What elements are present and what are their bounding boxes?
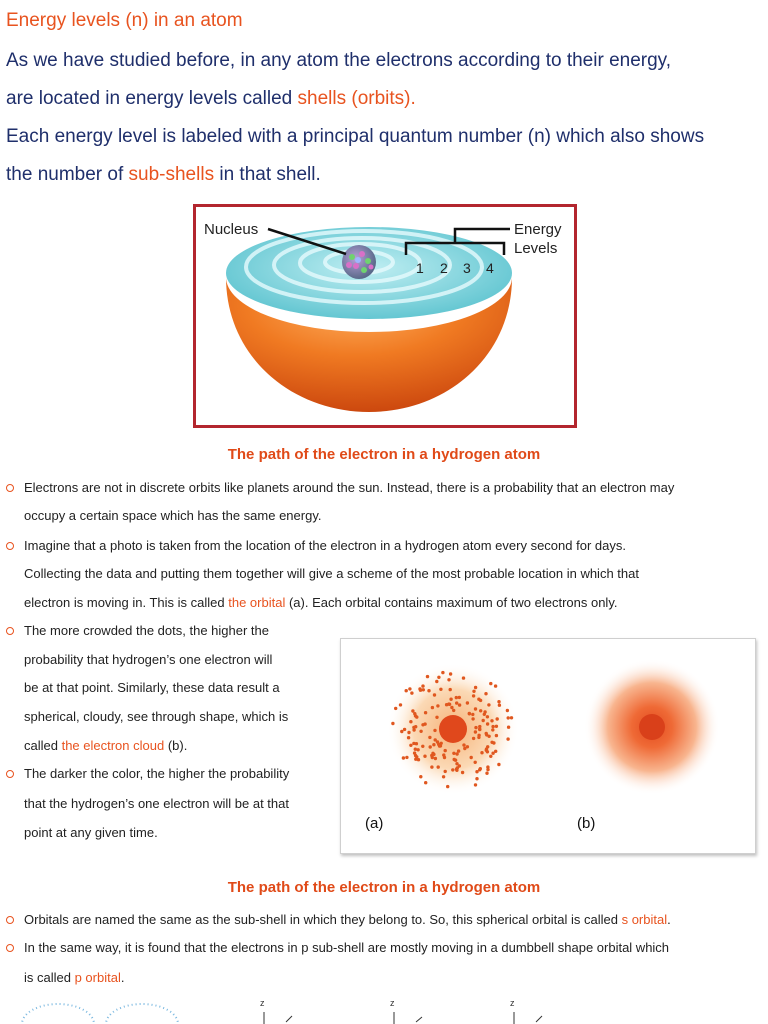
axis-z-label-1: z xyxy=(260,998,265,1008)
probability-dot xyxy=(466,701,469,704)
electron-cloud-highlight: the electron cloud xyxy=(61,738,165,753)
probability-dot xyxy=(507,716,510,719)
probability-dot xyxy=(471,717,474,720)
probability-dot xyxy=(482,719,485,722)
energy-label-line-1: Energy xyxy=(514,221,562,238)
probability-dot xyxy=(442,775,445,778)
probability-dot xyxy=(474,783,477,786)
probability-dot xyxy=(414,748,417,751)
probability-dot xyxy=(455,752,458,755)
bullet-3-line-5 xyxy=(24,738,187,753)
probability-dot xyxy=(457,749,460,752)
bullet-3-line-1: The more crowded the dots, the higher the xyxy=(24,623,269,638)
probability-dot xyxy=(436,704,439,707)
energy-levels-illustration xyxy=(196,207,574,425)
probability-dot xyxy=(497,763,500,766)
probability-dot xyxy=(433,729,436,732)
probability-dot xyxy=(421,723,424,726)
probability-dot xyxy=(429,745,432,748)
probability-dot xyxy=(462,743,465,746)
nucleus-label: Nucleus xyxy=(204,221,259,238)
axis-tick-2 xyxy=(416,1017,422,1022)
probability-dot xyxy=(474,726,477,729)
probability-dot xyxy=(450,706,453,709)
probability-dot xyxy=(474,686,477,689)
probability-dot xyxy=(449,672,452,675)
probability-dot xyxy=(494,684,497,687)
probability-dot xyxy=(421,745,424,748)
probability-dot xyxy=(478,728,481,731)
figure-caption-2: The path of the electron in a hydrogen atom xyxy=(227,879,541,896)
intro-line-1: As we have studied before, in any atom the electrons according to their energy, xyxy=(6,50,672,71)
bullet-5-line-1-a: Orbitals are named the same as the sub-shell in which they belong to. So, this spherical orbital is called xyxy=(24,912,622,927)
probability-dot xyxy=(394,707,397,710)
bullet-6-line-2 xyxy=(24,970,124,985)
probability-dot xyxy=(462,676,465,679)
probability-dot xyxy=(484,692,487,695)
probability-dot xyxy=(436,740,439,743)
probability-dot xyxy=(419,689,422,692)
probability-dot xyxy=(435,680,438,683)
bullet-2-line-3-c: (a). Each orbital contains maximum of two electrons only. xyxy=(285,595,618,610)
axis-tick-3 xyxy=(536,1016,542,1022)
probability-dot xyxy=(426,675,429,678)
probability-dot xyxy=(496,717,499,720)
bullet-3-line-5-c: (b). xyxy=(164,738,188,753)
level-number-3: 3 xyxy=(463,260,471,276)
energy-levels-figure xyxy=(193,204,577,428)
intro-line-4 xyxy=(6,164,321,186)
probability-dot xyxy=(437,676,440,679)
bullet-5-line-1 xyxy=(24,912,671,927)
probability-dot xyxy=(414,714,417,717)
bullet-2-line-1: Imagine that a photo is taken from the location of the electron in a hydrogen atom every second for days. xyxy=(24,538,626,553)
bullet-4-line-1: The darker the color, the higher the probability xyxy=(24,766,290,781)
probability-dot xyxy=(405,689,408,692)
probability-dot xyxy=(441,671,444,674)
probability-dot xyxy=(444,770,447,773)
probability-dot xyxy=(444,749,447,752)
page-title: Energy levels (n) in an atom xyxy=(6,10,243,31)
figure-label-a: (a) xyxy=(365,815,384,832)
probability-dot xyxy=(421,684,424,687)
probability-dot xyxy=(471,713,474,716)
probability-dot xyxy=(490,719,493,722)
probability-dot xyxy=(417,758,420,761)
probability-dot xyxy=(486,715,489,718)
probability-dot xyxy=(427,689,430,692)
bullet-1-line-1: Electrons are not in discrete orbits like planets around the sun. Instead, there is a probability that an electron may xyxy=(24,480,675,495)
probability-dot xyxy=(452,752,455,755)
probability-dot xyxy=(486,750,489,753)
probability-dot xyxy=(409,744,412,747)
probability-dot xyxy=(412,728,415,731)
probability-dot xyxy=(432,743,435,746)
bullet-2-line-3-a: electron is moving in. This is called xyxy=(24,595,229,610)
bullet-6-line-1: In the same way, it is found that the electrons in p sub-shell are mostly moving in a dumbbell shape orbital which xyxy=(24,940,670,955)
probability-dot xyxy=(475,770,478,773)
probability-dot xyxy=(419,730,422,733)
probability-dot xyxy=(455,768,458,771)
probability-dot xyxy=(474,707,477,710)
probability-dot xyxy=(507,726,510,729)
probability-dot xyxy=(491,725,494,728)
intro-line-4-text-a: the number of xyxy=(6,164,129,185)
probability-dot xyxy=(439,688,442,691)
level-number-1: 1 xyxy=(416,260,424,276)
s-orbital-highlight: s orbital xyxy=(621,912,668,927)
probability-dot xyxy=(449,688,452,691)
probability-dot xyxy=(491,728,494,731)
probability-dot xyxy=(474,730,477,733)
probability-dot xyxy=(486,768,489,771)
bullet-4-line-3: point at any given time. xyxy=(24,825,158,840)
probability-dot xyxy=(424,781,427,784)
probability-dot xyxy=(487,735,490,738)
probability-dot xyxy=(472,694,475,697)
intro-line-4-text-c: in that shell. xyxy=(214,164,321,185)
probability-dot xyxy=(479,767,482,770)
probability-dot xyxy=(449,698,452,701)
probability-dot xyxy=(468,712,471,715)
probability-dot xyxy=(428,736,431,739)
probability-dot xyxy=(411,709,414,712)
probability-dot xyxy=(453,758,456,761)
bullet-circle-icon xyxy=(6,916,14,924)
axis-z-label-2: z xyxy=(390,998,395,1008)
probability-dot xyxy=(402,756,405,759)
probability-dot xyxy=(407,731,410,734)
probability-dot xyxy=(497,700,500,703)
probability-dot xyxy=(433,693,436,696)
figure-caption-1: The path of the electron in a hydrogen atom xyxy=(227,446,541,463)
bullet-2-line-2: Collecting the data and putting them together will give a scheme of the most probable location in which that xyxy=(24,566,639,581)
probability-dot xyxy=(405,756,408,759)
bullet-circle-icon xyxy=(6,944,14,952)
probability-dot xyxy=(412,742,415,745)
probability-dot xyxy=(492,741,495,744)
p-orbital-highlight: p orbital xyxy=(74,970,121,985)
probability-dot xyxy=(498,704,501,707)
probability-dot xyxy=(479,709,482,712)
probability-dot xyxy=(446,785,449,788)
probability-dot xyxy=(470,756,473,759)
probability-dot xyxy=(489,755,492,758)
axis-tick-1 xyxy=(286,1016,292,1022)
probability-dot xyxy=(466,745,469,748)
probability-dot xyxy=(486,722,489,725)
bullet-circle-icon xyxy=(6,770,14,778)
probability-dot xyxy=(495,734,498,737)
figure-label-b: (b) xyxy=(577,815,596,832)
subshells-highlight: sub-shells xyxy=(128,164,215,185)
intro-line-2 xyxy=(6,88,416,110)
probability-dot xyxy=(475,777,478,780)
probability-dot xyxy=(477,734,480,737)
bullet-2-line-3 xyxy=(24,595,617,610)
probability-dot xyxy=(506,709,509,712)
probability-dot xyxy=(423,755,426,758)
probability-dot xyxy=(400,730,403,733)
orbital-cloud-illustration xyxy=(341,639,755,853)
probability-dot xyxy=(442,753,445,756)
intro-line-3: Each energy level is labeled with a principal quantum number (n) which also shows xyxy=(6,126,705,147)
bullet-3-line-2: probability that hydrogen’s one electron will xyxy=(24,652,273,667)
the-orbital-highlight: the orbital xyxy=(228,595,286,610)
probability-dot xyxy=(419,775,422,778)
orbital-cloud-figure xyxy=(340,638,756,854)
shells-highlight: shells (orbits). xyxy=(297,88,416,109)
probability-dot xyxy=(472,737,475,740)
probability-dot xyxy=(487,703,490,706)
bullet-3-line-4: spherical, cloudy, see through shape, which is xyxy=(24,709,289,724)
axis-z-label-3: z xyxy=(510,998,515,1008)
probability-dot xyxy=(455,762,458,765)
p-orbital-diagrams-partial xyxy=(0,990,768,1024)
probability-dot xyxy=(437,765,440,768)
probability-dot xyxy=(452,709,455,712)
probability-dot xyxy=(407,736,410,739)
dot-cloud-nucleus xyxy=(439,715,467,743)
probability-dot xyxy=(409,720,412,723)
probability-dot xyxy=(432,753,435,756)
probability-dot xyxy=(439,744,442,747)
probability-dot xyxy=(495,725,498,728)
bullet-3-line-3: be at that point. Similarly, these data result a xyxy=(24,680,280,695)
probability-dot xyxy=(455,701,458,704)
s-orbital-dots-right xyxy=(106,1004,178,1024)
probability-dot xyxy=(403,728,406,731)
probability-dot xyxy=(485,772,488,775)
probability-dot xyxy=(416,748,419,751)
probability-dot xyxy=(408,687,411,690)
energy-label-line-2: Levels xyxy=(514,240,558,257)
bullet-3-line-5-a: called xyxy=(24,738,62,753)
probability-dot xyxy=(391,722,394,725)
probability-dot xyxy=(477,698,480,701)
probability-dot xyxy=(480,751,483,754)
bullet-6-line-2-c: . xyxy=(120,970,125,985)
level-number-4: 4 xyxy=(486,260,494,276)
probability-dot xyxy=(510,716,513,719)
probability-dot xyxy=(431,706,434,709)
probability-dot xyxy=(410,691,413,694)
probability-dot xyxy=(434,757,437,760)
bullet-4-line-2: that the hydrogen’s one electron will be at that xyxy=(24,796,289,811)
probability-dot xyxy=(491,752,494,755)
probability-dot xyxy=(483,710,486,713)
probability-dot xyxy=(430,765,433,768)
bullet-5-line-1-c: . xyxy=(667,912,671,927)
bullet-1-line-2: occupy a certain space which has the same energy. xyxy=(24,508,322,523)
probability-dot xyxy=(424,711,427,714)
bullet-circle-icon xyxy=(6,542,14,550)
electron-cloud-nucleus xyxy=(639,714,665,740)
bullet-circle-icon xyxy=(6,484,14,492)
probability-dot xyxy=(455,696,458,699)
probability-dot xyxy=(435,716,438,719)
probability-dot xyxy=(451,768,454,771)
bullet-circle-icon xyxy=(6,627,14,635)
probability-dot xyxy=(414,725,417,728)
probability-dot xyxy=(447,678,450,681)
probability-dot xyxy=(472,690,475,693)
bullet-6-line-2-a: is called xyxy=(24,970,75,985)
probability-dot xyxy=(461,771,464,774)
probability-dot xyxy=(445,703,448,706)
probability-dot xyxy=(489,682,492,685)
probability-dot xyxy=(474,761,477,764)
probability-dot xyxy=(399,703,402,706)
level-number-2: 2 xyxy=(440,260,448,276)
probability-dot xyxy=(458,703,461,706)
probability-dot xyxy=(506,737,509,740)
s-orbital-dots-left xyxy=(22,1004,94,1024)
intro-line-2-text: are located in energy levels called xyxy=(6,88,298,109)
probability-dot xyxy=(458,696,461,699)
